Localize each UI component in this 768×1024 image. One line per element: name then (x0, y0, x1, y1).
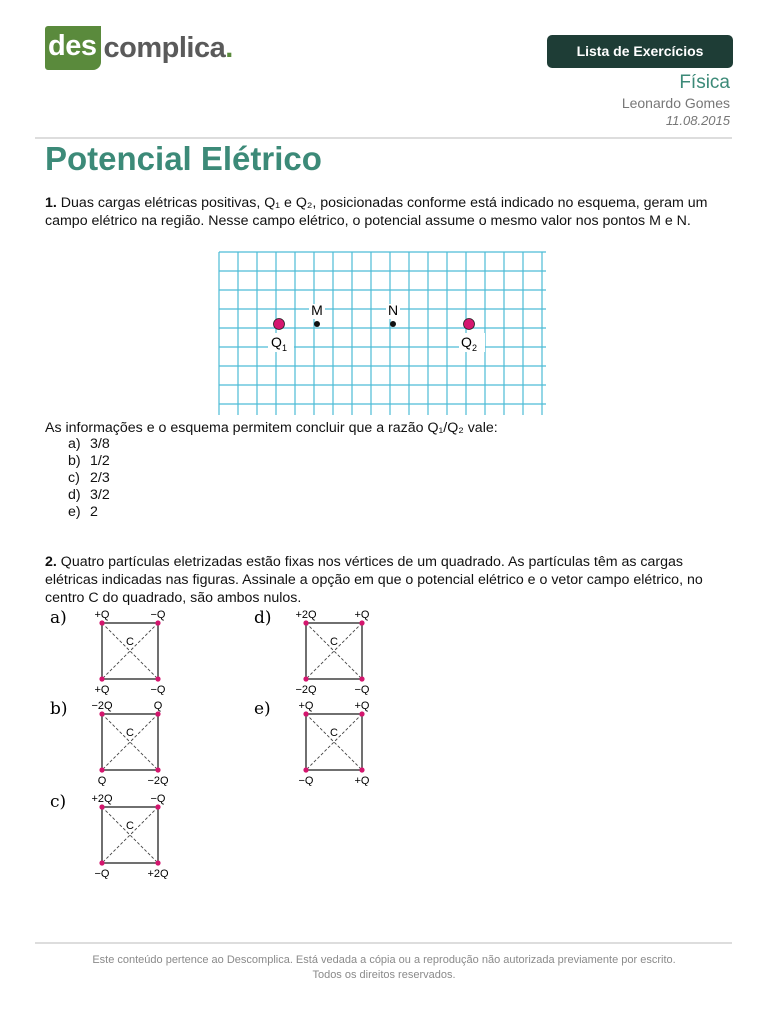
question-2-text (45, 553, 725, 607)
figure-letter: e) (254, 699, 271, 719)
option-letter: a) (68, 436, 81, 452)
figure-letter: d) (254, 608, 272, 628)
page-title: Potencial Elétrico (45, 140, 322, 177)
charge-tl (99, 620, 104, 625)
charge-label-bl: Q (97, 775, 107, 786)
charge-tr (359, 620, 364, 625)
option-d (68, 487, 110, 504)
charge-br (155, 676, 160, 681)
charge-q1 (274, 319, 285, 330)
footer-line-1: Este conteúdo pertence ao Descomplica. Está vedada a cópia ou a reprodução não autorizada previamente por escrito. (92, 954, 676, 966)
charge-tr (155, 620, 160, 625)
square-figure-e (252, 698, 392, 786)
square-figure-c (48, 791, 188, 879)
header-divider (35, 137, 732, 139)
logo-dot: . (225, 31, 234, 64)
charge-label-tl: +2Q (295, 609, 317, 621)
option-a (68, 436, 110, 453)
center-label: C (330, 636, 338, 648)
question-1-text (45, 194, 725, 230)
question-2-statement: Quatro partículas eletrizadas estão fixas nos vértices de um quadrado. As partículas têm as cargas elétricas indicadas nas figuras. Assinale a opção em que o potencial elétrico e o vetor campo elétrico, no centro C do quadrado, são ambos nulos. (45, 554, 703, 606)
figure-letter: c) (50, 792, 67, 812)
option-letter: d) (68, 487, 81, 503)
charge-label-tr: +Q (354, 700, 370, 712)
charge-label-br: −Q (354, 684, 370, 695)
charge-label-tr: −Q (150, 609, 166, 621)
footer-notice (0, 953, 768, 983)
charge-tr (155, 804, 160, 809)
option-text: 1/2 (90, 453, 110, 469)
option-text: 3/8 (90, 436, 110, 452)
figure-letter: a) (50, 608, 67, 628)
center-label: C (126, 636, 134, 648)
charge-bl (99, 860, 104, 865)
label-q2-subscript: 2 (472, 343, 478, 353)
charge-label-br: +2Q (147, 868, 169, 879)
charge-label-bl: −Q (298, 775, 314, 786)
charge-label-tl: −2Q (91, 700, 113, 712)
option-text: 3/2 (90, 487, 110, 503)
charge-label-bl: +Q (94, 684, 110, 695)
charge-br (155, 860, 160, 865)
charge-bl (303, 676, 308, 681)
question-1-options (68, 436, 110, 521)
charge-tl (303, 711, 308, 716)
charge-br (155, 767, 160, 772)
charge-bl (99, 676, 104, 681)
charge-bl (99, 767, 104, 772)
charge-tl (99, 804, 104, 809)
option-b (68, 453, 110, 470)
exercise-list-badge: Lista de Exercícios (547, 35, 733, 68)
charge-br (359, 676, 364, 681)
figure-letter: b) (50, 699, 68, 719)
charge-tl (303, 620, 308, 625)
question-1-prompt: As informações e o esquema permitem concluir que a razão Q₁/Q₂ vale: (45, 420, 498, 436)
option-text: 2 (90, 504, 98, 520)
charge-tl (99, 711, 104, 716)
option-letter: b) (68, 453, 81, 469)
charge-label-tl: +2Q (91, 793, 113, 805)
charge-label-tr: −Q (150, 793, 166, 805)
charge-tr (155, 711, 160, 716)
center-label: C (330, 727, 338, 739)
document-date: 11.08.2015 (665, 113, 730, 128)
option-e (68, 504, 110, 521)
charge-label-br: −2Q (147, 775, 169, 786)
square-figure-a (48, 607, 188, 695)
footer-divider (35, 942, 732, 944)
charge-bl (303, 767, 308, 772)
charge-label-br: −Q (150, 684, 166, 695)
label-q2: Q (461, 334, 472, 350)
descomplica-logo (45, 26, 233, 70)
square-figure-b (48, 698, 188, 786)
charge-label-tr: +Q (354, 609, 370, 621)
charge-label-tr: Q (153, 700, 163, 712)
square-figure-d (252, 607, 392, 695)
point-n (390, 321, 396, 327)
label-q1-subscript: 1 (282, 343, 288, 353)
logo-mark: des (45, 26, 101, 70)
label-n: N (387, 302, 399, 318)
subject-label: Física (679, 72, 730, 93)
charge-label-br: +Q (354, 775, 370, 786)
question-2-number: 2. (45, 554, 57, 570)
label-m: M (311, 302, 323, 318)
logo-wordmark: complica (103, 31, 226, 64)
charge-label-tl: +Q (94, 609, 110, 621)
option-c (68, 470, 110, 487)
charge-label-tl: +Q (298, 700, 314, 712)
option-text: 2/3 (90, 470, 110, 486)
question-1-statement: Duas cargas elétricas positivas, Q₁ e Q₂, posicionadas conforme está indicado no esquema, geram um campo elétrico na região. Nesse campo elétrico, o potencial assume o mesmo valor nos pontos M e N. (45, 195, 708, 229)
option-letter: c) (68, 470, 80, 486)
charge-q2 (464, 319, 475, 330)
label-q1: Q (271, 334, 282, 350)
charge-br (359, 767, 364, 772)
author-name: Leonardo Gomes (621, 95, 730, 111)
footer-line-2: Todos os direitos reservados. (312, 969, 456, 981)
charge-label-bl: −2Q (295, 684, 317, 695)
center-label: C (126, 727, 134, 739)
option-letter: e) (68, 504, 81, 520)
charge-tr (359, 711, 364, 716)
question-1-number: 1. (45, 195, 57, 211)
charge-label-bl: −Q (94, 868, 110, 879)
center-label: C (126, 820, 134, 832)
q1-grid-figure (218, 251, 548, 417)
point-m (314, 321, 320, 327)
